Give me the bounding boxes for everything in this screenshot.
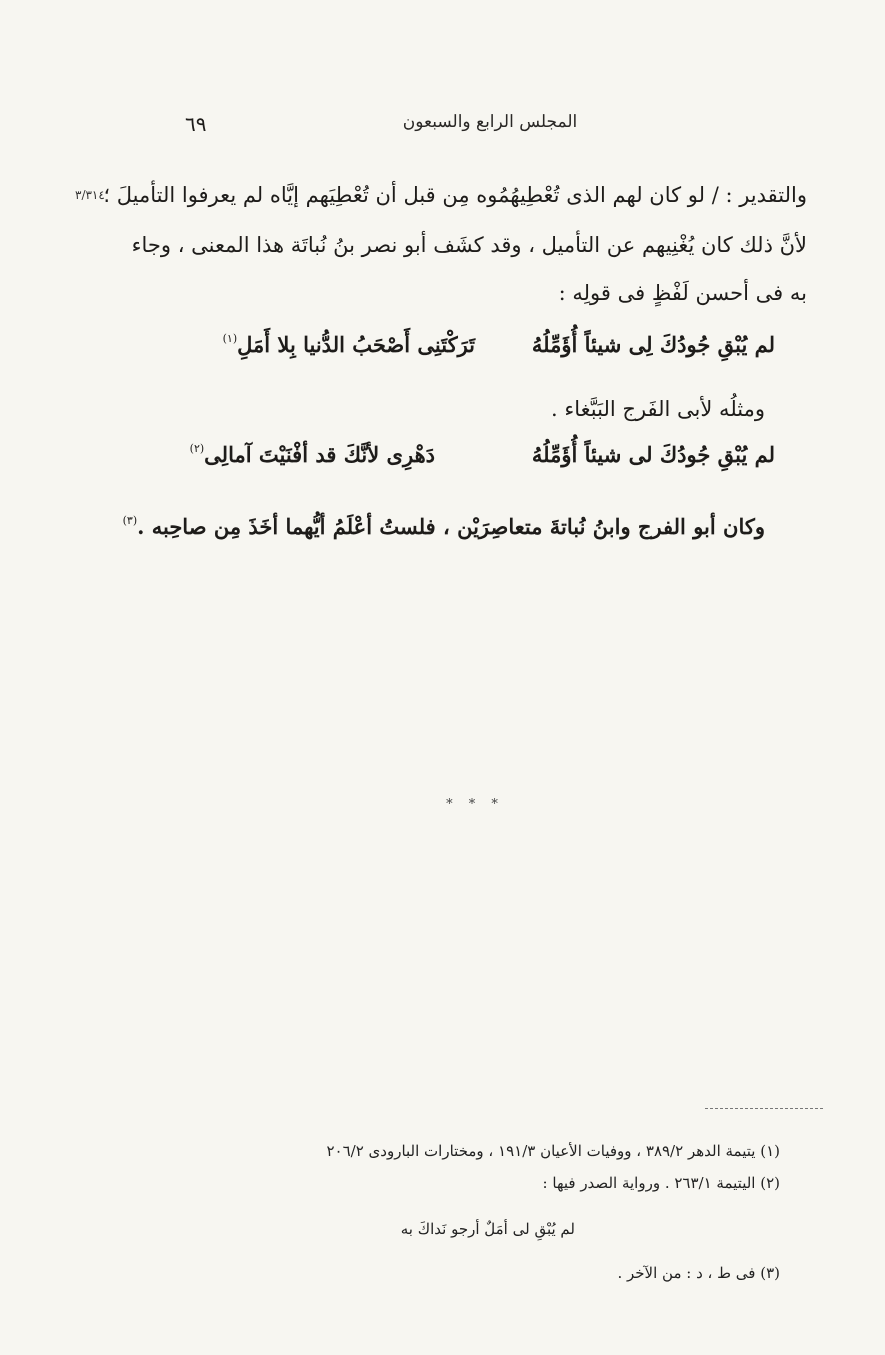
running-head: المجلس الرابع والسبعون bbox=[402, 112, 578, 132]
verse-2-first-hemistich: لم يُبْقِ جُودُكَ لى شيئاً أُؤَمِّلُهُ bbox=[531, 442, 775, 467]
footnote-3: (٣) فى ط ، د : من الآخر . bbox=[617, 1264, 780, 1282]
text-line-5-text: وكان أبو الفرج وابنُ نُباتةَ متعاصِرَيْن ، فلستُ أعْلَمُ أيُّهما أخَذَ مِن صاحِبه . bbox=[137, 514, 765, 539]
text-line-3: به فى أحسن لَفْظٍ فى قولِه : bbox=[558, 281, 807, 305]
text-line-5 bbox=[123, 506, 765, 542]
verse-2-second-text: دَهْرِى لأنَّكَ قد أفْنَيْتَ آمالِى bbox=[204, 442, 435, 467]
footnote-2-verse: لم يُبْقِ لى أمَلٌ أرجو نَداكَ به bbox=[400, 1220, 575, 1238]
text-line-2: لأنَّ ذلك كان يُغْنِيهم عن التأميل ، وقد كشَف أبو نصر بنُ نُباتَة هذا المعنى ، وجاء bbox=[131, 233, 807, 257]
footnote-marker-1: (١) bbox=[222, 332, 238, 345]
page-number: ٦٩ bbox=[185, 112, 207, 136]
verse-2 bbox=[0, 442, 885, 482]
verse-2-second-hemistich bbox=[190, 442, 435, 467]
text-line-4: ومثلُه لأبى الفَرج البَبَّغاء . bbox=[551, 397, 765, 421]
footnote-marker-2: (٢) bbox=[189, 442, 205, 455]
text-line-1: والتقدير : / لو كان لهم الذى تُعْطِيهُمُوه مِن قبل أن تُعْطِيَهم إيَّاه لم يعرفوا التأميلَ ؛ bbox=[103, 183, 807, 207]
verse-1-second-text: تَرَكْتَنِى أَصْحَبُ الدُّنيا بِلا أَمَلِ bbox=[237, 332, 475, 357]
verse-1-first-hemistich: لم يُبْقِ جُودُكَ لِى شيئاً أُؤَمِّلُهُ bbox=[531, 332, 775, 357]
footnote-rule bbox=[705, 1108, 823, 1109]
footnote-1: (١) يتيمة الدهر ٣٨٩/٢ ، ووفيات الأعيان ١٩١/٣ ، ومختارات البارودى ٢٠٦/٢ bbox=[326, 1142, 780, 1160]
margin-reference: ٣/٣١٤ bbox=[75, 188, 105, 202]
footnote-marker-3: (٣) bbox=[122, 514, 138, 527]
verse-1-second-hemistich bbox=[223, 332, 475, 357]
footnote-2: (٢) اليتيمة ٢٦٣/١ . ورواية الصدر فيها : bbox=[542, 1174, 780, 1192]
verse-1 bbox=[0, 332, 885, 372]
section-divider-stars: * * * bbox=[446, 797, 504, 812]
